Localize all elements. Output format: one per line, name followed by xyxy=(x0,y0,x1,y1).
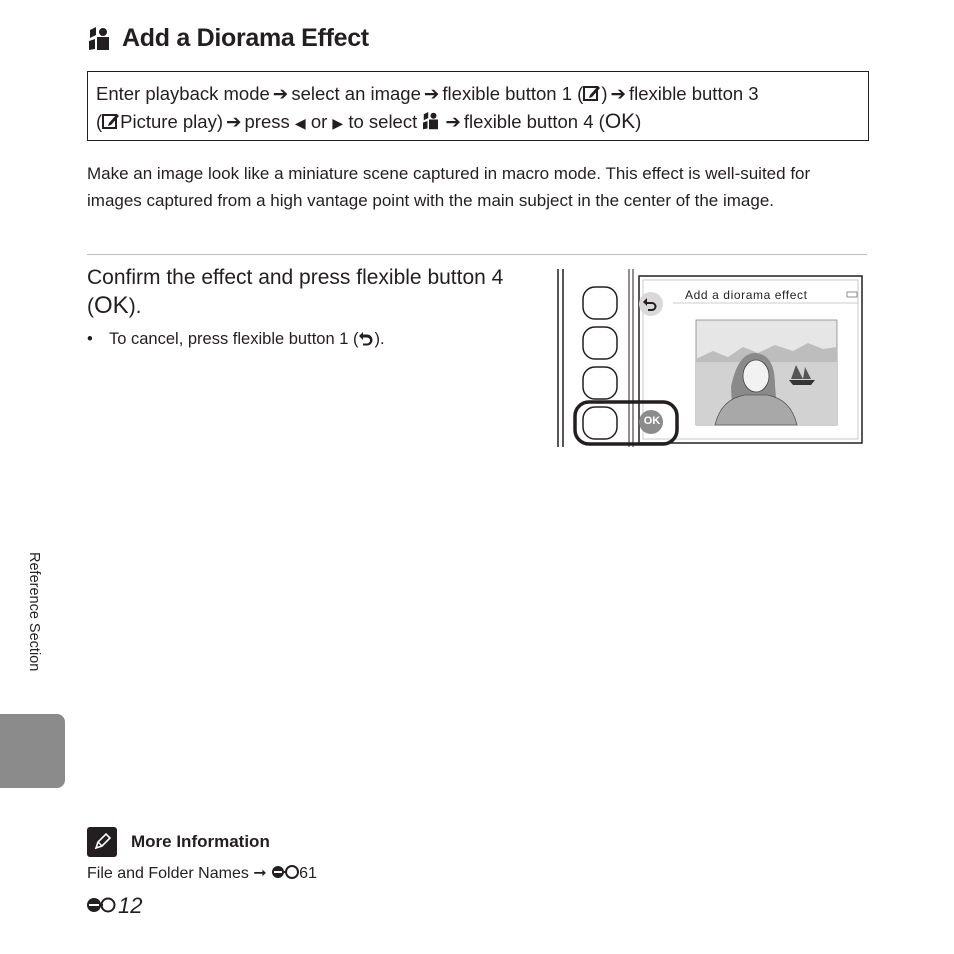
triangle-right-icon: ▶ xyxy=(332,115,344,131)
cross-reference[interactable] xyxy=(87,863,317,883)
edit-icon xyxy=(583,83,601,104)
reference-section-icon xyxy=(271,865,299,882)
procedure-text: ) xyxy=(601,83,608,104)
bullet-text-part: ). xyxy=(374,330,385,348)
reference-section-icon xyxy=(86,893,118,919)
screen-title: Add a diorama effect xyxy=(685,288,808,302)
procedure-box xyxy=(87,71,869,141)
procedure-text: press xyxy=(244,111,290,132)
arrow-right-icon: ➔ xyxy=(226,111,242,132)
more-info-heading xyxy=(87,827,270,857)
diorama-icon xyxy=(88,27,114,51)
title-text: Add a Diorama Effect xyxy=(122,24,369,52)
ok-symbol: OK xyxy=(604,110,636,133)
procedure-text: Enter playback mode xyxy=(96,83,270,104)
step-heading xyxy=(87,264,507,321)
arrow-right-icon: ➔ xyxy=(423,83,440,104)
procedure-text: select an image xyxy=(291,83,421,104)
bullet-dot: • xyxy=(87,330,93,348)
page-number-text: 12 xyxy=(118,893,143,918)
step-heading-text: Confirm the effect and press flexible button 4 ( xyxy=(87,266,504,318)
edit-icon xyxy=(102,111,120,132)
bullet-text xyxy=(109,327,385,351)
arrow-right-icon: ➔ xyxy=(610,83,626,104)
ref-page: 61 xyxy=(299,865,317,882)
more-info-title: More Information xyxy=(131,832,270,851)
bullet-text-part: To cancel, press flexible button 1 ( xyxy=(109,330,359,348)
bullet-item xyxy=(87,327,507,351)
arrow-icon: ➞ xyxy=(253,865,267,882)
pencil-icon xyxy=(87,827,117,857)
ref-text: File and Folder Names xyxy=(87,865,249,882)
page-number xyxy=(86,893,142,919)
procedure-text: Picture play) xyxy=(120,111,223,132)
divider xyxy=(87,254,867,255)
procedure-text: flexible button 4 ( xyxy=(463,111,605,132)
procedure-text: flexible button 3 xyxy=(629,83,759,104)
procedure-text: flexible button 1 ( xyxy=(442,83,584,104)
section-label: Reference Section xyxy=(26,552,42,672)
procedure-text: ( xyxy=(96,111,103,132)
procedure-text: ) xyxy=(635,111,642,132)
intro-paragraph: Make an image look like a miniature scene captured in macro mode. This effect is well-suited for images captured from a high vantage point with the main subject in the center of the image. xyxy=(87,164,811,210)
step-heading-text: ). xyxy=(128,295,142,318)
diorama-icon xyxy=(422,111,442,132)
arrow-right-icon: ➔ xyxy=(445,111,461,132)
back-icon xyxy=(358,330,374,348)
page-title xyxy=(88,24,369,53)
triangle-left-icon: ◀ xyxy=(294,115,306,131)
arrow-right-icon: ➔ xyxy=(272,83,289,104)
ok-button-label: OK xyxy=(643,415,661,427)
procedure-text: or xyxy=(310,111,328,132)
ok-symbol: OK xyxy=(94,292,129,319)
procedure-text: to select xyxy=(348,111,418,132)
section-tab xyxy=(0,714,65,788)
